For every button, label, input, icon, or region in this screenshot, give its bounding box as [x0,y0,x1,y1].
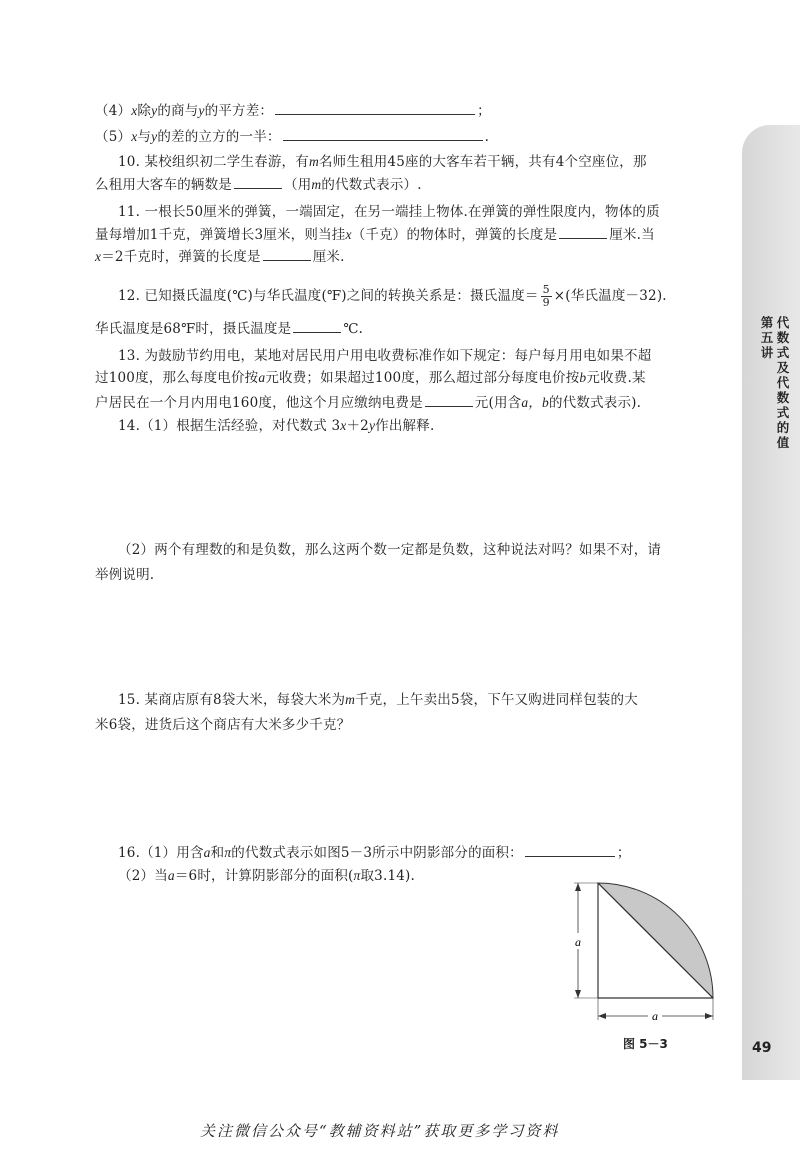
question-10-line2: 么租用大客车的辆数是 （用m的代数式表示）. [95,174,422,195]
side-tab-title: 代数式及代数式的值 [776,315,790,450]
fraction-5-9: $\frac{5}{9}$ [542,283,550,309]
chapter-side-tab [742,125,800,1080]
answer-blank[interactable] [234,174,282,189]
side-tab-lecture: 第五讲 [760,315,774,360]
label-bottom-a: a [652,1009,658,1023]
answer-blank[interactable] [559,224,607,239]
question-15-line2: 米6袋，进货后这个商店有大米多少千克？ [95,717,351,733]
question-14-part2-line1: （2）两个有理数的和是负数，那么这两个数一定都是负数，这种说法对吗？如果不对，请 [118,542,662,558]
question-16-part2: （2）当a＝6时，计算阴影部分的面积(π取3.14). [118,868,415,884]
item-4: （4）x除y的商与y的平方差： ； [95,100,491,121]
question-13-line3: 户居民在一个月内用电160度，他这个月应缴纳电费是 元(用含a，b的代数式表示). [95,392,641,413]
question-13-line1: 13. 为鼓励节约用电，某地对居民用户用电收费标准作如下规定：每户每月用电如果不超 [118,348,652,364]
label-left-a: a [575,935,581,949]
question-12-line1: 12. 已知摄氏温度(℃)与华氏温度(℉)之间的转换关系是：摄氏温度＝ $\frac{5}{9}$ ×(华氏温度－32). [118,283,667,309]
answer-blank[interactable] [525,842,615,857]
page-number: 49 [752,1040,772,1056]
answer-blank[interactable] [425,392,473,407]
figure-caption: 图 5－3 [623,1037,668,1051]
question-11-line1: 11. 一根长50厘米的弹簧，一端固定，在另一端挂上物体.在弹簧的弹性限度内，物体的质 [118,204,660,220]
question-14-part2-line2: 举例说明. [95,567,155,583]
question-11-line2: 量每增加1千克，弹簧增长3厘米，则当挂x（千克）的物体时，弹簧的长度是 厘米.当 [95,224,655,245]
answer-blank[interactable] [283,126,483,141]
answer-blank[interactable] [263,246,311,261]
question-11-line3: x＝2千克时，弹簧的长度是 厘米. [95,246,345,267]
answer-blank[interactable] [293,318,341,333]
figure-5-3 [568,878,728,1028]
question-10-line1: 10. 某校组织初二学生春游，有m名师生租用45座的大客车若干辆，共有4个空座位，那 [118,154,647,170]
arrow-head-right [705,1013,713,1019]
arrow-head-left [598,1013,606,1019]
item-5: （5）x与y的差的立方的一半： . [95,126,489,147]
question-16-part1: 16.（1）用含a和π的代数式表示如图5－3所示中阴影部分的面积： ； [118,842,631,863]
question-13-line2: 过100度，那么每度电价按a元收费；如果超过100度，那么超过部分每度电价按b元收费.某 [95,370,646,386]
answer-blank[interactable] [275,100,475,115]
arrow-head-down [575,990,581,998]
question-14-part1: 14.（1）根据生活经验，对代数式 3x＋2y作出解释. [118,418,435,434]
arrow-head-up [575,883,581,891]
question-15-line1: 15. 某商店原有8袋大米，每袋大米为m千克，上午卖出5袋，下午又购进同样包装的大 [118,692,638,708]
footer-watermark: 关注微信公众号“教辅资料站”获取更多学习资料 [200,1122,560,1140]
question-12-line2: 华氏温度是68℉时，摄氏温度是 ℃. [95,318,363,339]
